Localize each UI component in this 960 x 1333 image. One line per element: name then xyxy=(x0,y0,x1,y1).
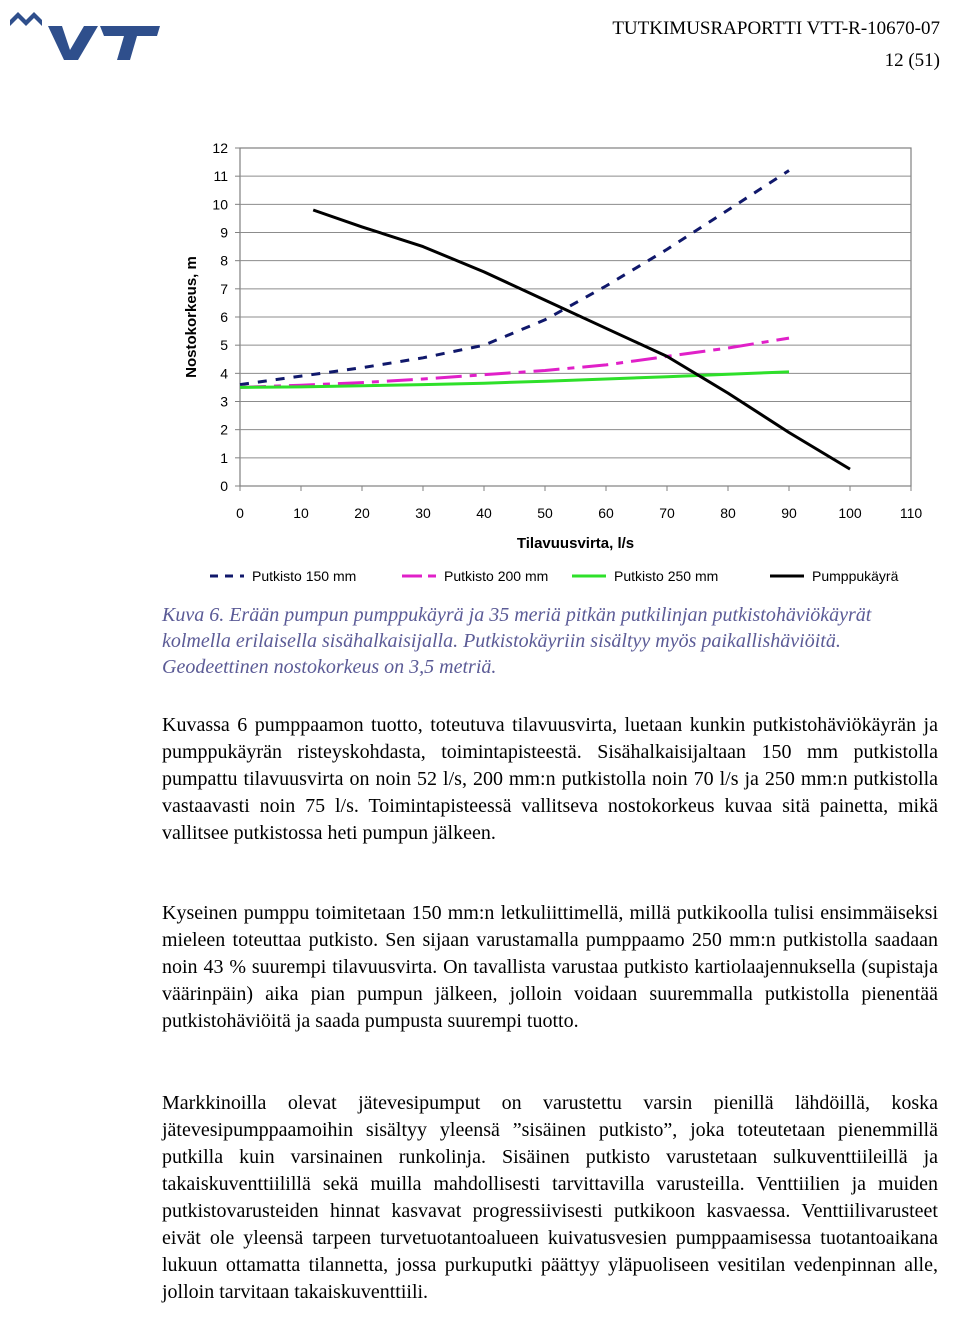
vtt-logo xyxy=(6,6,162,64)
y-tick-label: 8 xyxy=(220,252,228,269)
x-tick-label: 70 xyxy=(659,505,675,521)
y-tick-label: 12 xyxy=(212,140,228,156)
y-tick-label: 1 xyxy=(220,449,228,466)
x-tick-label: 30 xyxy=(415,505,431,521)
y-axis-title: Nostokorkeus, m xyxy=(183,256,200,378)
x-tick-label: 90 xyxy=(781,505,797,521)
x-tick-label: 60 xyxy=(598,505,614,521)
x-tick-label: 10 xyxy=(293,505,309,521)
legend-label-3: Putkisto 250 mm xyxy=(614,568,719,584)
paragraph-operating-point: Kuvassa 6 pumppaamon tuotto, toteutuva tilavuusvirta, luetaan kunkin putkistohäviökäyrän ja pumppukäyrän risteyskohdasta, toimintapisteestä. Sisähalkaisijaltaan 150 mm putkistolla pumpattu tilavuusvirta on noin 52 l/s, 200 mm:n putkistolla noin 70 l/s ja 250 mm:n putkistolla vastaavasti noin 75 l/s. Toimintapisteessä vallitseva nostokorkeus kuvaa sitä painetta, mikä vallitsee putkistossa heti pumpun jälkeen. xyxy=(162,714,938,844)
y-tick-label: 9 xyxy=(220,224,228,241)
y-tick-label: 6 xyxy=(220,309,228,325)
figure-caption: Kuva 6. Erään pumpun pumppukäyrä ja 35 meriä pitkän putkilinjan putkistohäviökäyrät kolmella erilaisella sisähalkaisijalla. Putkistokäyriin sisältyy myös paikallishäviöitä. Geodeettinen nostokorkeus on 3,5 metriä. xyxy=(162,604,872,678)
series-line-4 xyxy=(313,210,850,469)
y-tick-label: 10 xyxy=(212,196,228,213)
legend-label-1: Putkisto 150 mm xyxy=(252,568,357,584)
y-tick-label: 3 xyxy=(220,393,228,410)
pump-curve-chart xyxy=(160,130,940,595)
x-tick-label: 50 xyxy=(537,505,553,521)
y-tick-label: 7 xyxy=(220,280,228,297)
y-tick-label: 2 xyxy=(220,421,228,438)
legend-label-4: Pumppukäyrä xyxy=(812,568,899,584)
x-tick-label: 20 xyxy=(354,505,370,521)
x-tick-label: 80 xyxy=(720,505,736,521)
x-tick-label: 40 xyxy=(476,505,492,521)
x-tick-label: 110 xyxy=(899,505,923,521)
y-tick-label: 0 xyxy=(220,478,228,494)
x-tick-label: 100 xyxy=(838,505,862,521)
x-axis-title: Tilavuusvirta, l/s xyxy=(516,535,635,552)
y-tick-label: 11 xyxy=(213,168,228,185)
paragraph-pipe-size: Kyseinen pumppu toimitetaan 150 mm:n letkuliittimellä, millä putkikoolla tulisi ensimmäiseksi mieleen toteuttaa putkisto. Sen sijaan varustamalla pumppaamo 250 mm:n putkistolla saadaan noin 43 % suurempi tilavuusvirta. On tavallista varustaa putkisto kartiolaajennuksella (supistaja väärinpäin) aika pian pumpun jälkeen, jolloin voidaan suuremmalla putkistolla pienentää putkistohäviöitä ja saada pumpusta suurempi tuotto. xyxy=(162,902,938,1032)
legend-label-2: Putkisto 200 mm xyxy=(444,568,549,584)
report-id: TUTKIMUSRAPORTTI VTT-R-10670-07 xyxy=(612,18,940,39)
page-number: 12 (51) xyxy=(884,50,940,71)
x-tick-label: 0 xyxy=(236,505,244,521)
y-tick-label: 4 xyxy=(220,365,228,382)
paragraph-valves: Markkinoilla olevat jätevesipumput on varustettu varsin pienillä lähdöillä, koska jätevesipumppaamoihin sisältyy yleensä ”sisäinen putkisto”, joka toteutetaan pienemmillä putkilla kuin varsinainen runkolinja. Sisäinen putkisto varustetaan sulkuventtiileillä ja takaiskuventtiilillä sekä muilla mahdollisesti tarvittavilla varusteilla. Venttiilien ja muiden putkistovarusteiden hinnat kasvavat progressiivisesti putkikoon kasvaessa. Venttiilivarusteet eivät ole yleensä tarpeen turvetuotantoalueen kuivatusvesien pumppaamisessa tuotantoaikana lukuun ottamatta tilannetta, jossa purkuputki päättyy yläpuoliseen vesitilan vedenpinnan alle, jolloin tarvitaan takaiskuventtiili. xyxy=(162,1092,938,1303)
series-line-1 xyxy=(240,171,789,385)
y-tick-label: 5 xyxy=(220,337,228,354)
